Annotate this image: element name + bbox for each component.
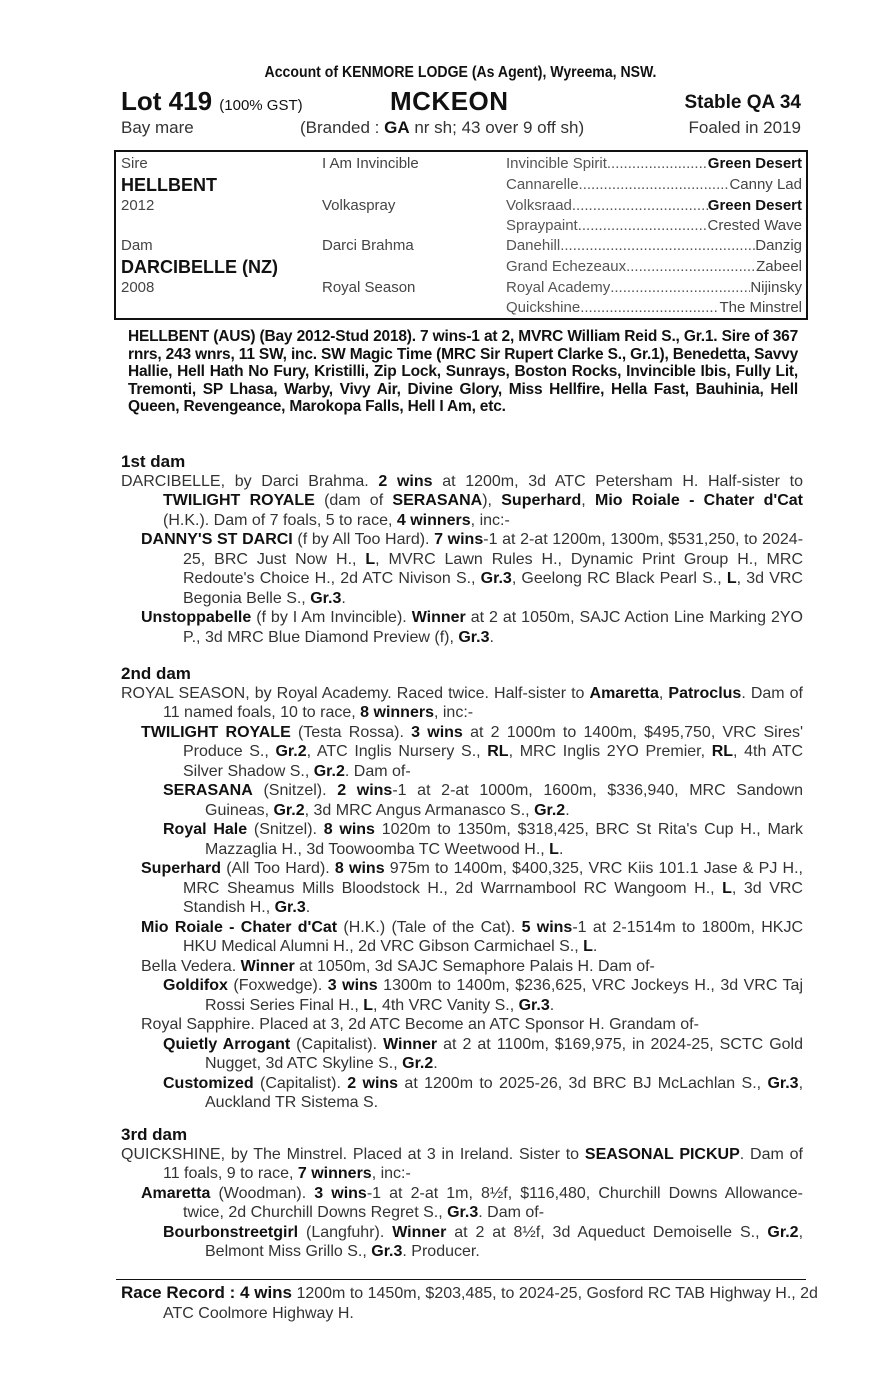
first-dam-heading: 1st dam [121,452,186,471]
sire-summary: HELLBENT (AUS) (Bay 2012-Stud 2018). 7 wins-1 at 2, MVRC William Reid S., Gr.1. Sire of 367 rnrs, 243 wnrs, 11 SW, inc. SW Magic Time (MRC Sir Rupert Clarke S., Gr.1), Benedetta, Savvy Hallie, Hell Hath No Fury, Kristilli, Zip Lock, Sunrays, Boston Rocks, Invincible Ibis, Fully Lit, Tremonti, SP Lhasa, Warby, Vivy Air, Divine Glory, Miss Hellfire, Hella Fast, Bauhinia, Hell Queen, Revengeance, Marokopa Falls, Hell I Am, etc. [128,328,798,415]
text-run: (H.K.). Dam of 7 foals, 5 to race, [163,511,397,529]
pedigree-entry [121,1184,803,1223]
text-run: ), [482,492,502,509]
text-run: . [592,938,598,955]
brand-prefix: (Branded : [300,118,385,137]
sire-sire: I Am Invincible [322,155,419,172]
text-run: at 2 1000m to 1400m, $495,750, VRC Sires' Produce S., [183,723,804,760]
grandparent-row [506,237,802,254]
second-dam-heading: 2nd dam [121,664,191,683]
bold-run: L [583,938,593,955]
bold-run: Customized [163,1074,254,1092]
bold-run: Mio Roiale - Chater d'Cat [141,918,338,936]
second-dam-body [121,684,803,1113]
gp-left: Danehill [506,237,561,254]
text-run: . [341,589,346,607]
text-run: (dam of [314,492,393,509]
bold-run: Gr.2 [767,1223,799,1241]
text-run: (f by All Too Hard). [292,531,435,548]
text-run: ROYAL SEASON, by Royal Academy. Raced twice. Half-sister to [121,684,590,702]
text-run: Royal Sapphire. Placed at 3, 2d ATC Become an ATC Sponsor H. Grandam of- [141,1016,699,1033]
pedigree-table [114,150,808,320]
bold-run: Amaretta [141,1184,211,1202]
gp-right: The Minstrel [719,299,802,316]
race-record-divider [116,1279,806,1280]
race-record [121,1283,845,1323]
sire-dam: Volkaspray [322,197,396,214]
bold-run: L [722,879,732,897]
text-run: at 1200m to 2025-26, 3d BRC BJ McLachlan S., [398,1074,768,1092]
text-run: (H.K.) (Tale of the Cat). [337,918,522,936]
race-record-text: 1200m to 1450m, $203,485, to 2024-25, Gosford RC TAB Highway H., 2d ATC Coolmore Highway H. [163,1285,818,1322]
pedigree-entry [121,781,803,820]
text-run: . [433,1055,438,1072]
bold-run: Gr.3 [310,589,342,607]
text-run: (Snitzel). [247,821,324,838]
bold-run: Winner [411,609,466,626]
text-run: -1 at 2-1514m to 1800m, HKJC HKU Medical Alumni H., 2d VRC Gibson Carmichael S., [183,918,804,955]
lot-label: Lot 419 [121,86,213,116]
bold-run: 7 wins [434,531,484,548]
bold-run: Superhard [501,492,582,509]
text-run: at 2 at 1050m, SAJC Action Line Marking 2YO P., 3d MRC Blue Diamond Preview (f), [183,609,803,646]
bold-run: 8 wins [334,860,385,877]
text-run: -1 at 2-at 1000m, 1600m, $336,940, MRC Sandown Guineas, [205,782,804,819]
pedigree-entry [121,530,803,608]
text-run: . [489,628,494,646]
bold-run: Amaretta [589,684,659,702]
bold-run: Gr.2 [313,762,345,780]
text-run: at 2 at 8½f, 3d Aqueduct Demoiselle S., [446,1223,768,1241]
grandparent-row [506,197,802,214]
third-dam-section [121,1125,803,1262]
bold-run: Gr.3 [447,1204,479,1221]
pedigree-entry [121,820,803,859]
gp-left: Spraypaint [506,217,578,234]
bold-run: L [365,550,376,568]
bold-run: Gr.2 [534,801,566,819]
bold-run: Unstoppabelle [141,609,252,626]
text-run: , 4th ATC Silver Shadow S., [183,743,803,780]
pedigree-entry [121,608,803,647]
bold-run: 8 winners [360,704,434,721]
pedigree-entry [121,1145,803,1184]
gp-left: Cannarelle [506,176,579,193]
bold-run: 2 wins [378,472,433,490]
text-run: , Auckland TR Sistema S. [205,1074,804,1111]
gp-left: Volksraad [506,197,572,214]
text-run: , 3d VRC Standish H., [183,879,803,916]
first-dam-section [121,452,803,647]
sire-name: HELLBENT [121,175,217,195]
text-run: (Capitalist). [290,1035,384,1053]
pedigree-entry [121,472,803,531]
text-run: (Foxwedge). [227,977,328,994]
race-record-label: Race Record : 4 wins [121,1283,293,1302]
bold-run: Gr.3 [767,1074,799,1092]
gp-right: Green Desert [707,197,802,214]
text-run: . Producer. [402,1243,480,1260]
bold-run: Royal Hale [163,821,248,838]
first-dam-body [121,472,803,648]
pedigree-entry [121,1223,803,1262]
text-run: , MVRC Lawn Rules H., Dynamic Print Group H., MRC Redoute's Choice H., 2d ATC Nivison S., [183,550,803,587]
bold-run: Gr.3 [518,996,550,1014]
text-run: (Testa Rossa). [290,723,412,741]
bold-run: L [363,996,374,1014]
text-run: , [658,684,669,702]
grandparent-row [506,279,802,296]
bold-run: 8 wins [323,821,375,838]
horse-name: MCKEON [390,86,509,116]
text-run: (Langfuhr). [298,1223,393,1241]
sex-colour: Bay mare [121,118,194,137]
text-run: Bella Vedera. [141,957,241,975]
grandparent-row [506,176,802,193]
bold-run: 2 wins [347,1074,399,1092]
bold-run: 4 winners [396,511,471,529]
lot-number [121,86,303,117]
bold-run: TWILIGHT ROYALE [163,492,315,509]
bold-run: Superhard [141,860,222,877]
bold-run: Gr.2 [273,801,305,819]
pedigree-entry [121,723,803,782]
gp-left: Grand Echezeaux [506,258,627,275]
text-run: , inc:- [470,511,510,529]
bold-run: Bourbonstreetgirl [163,1223,299,1241]
gp-left: Quickshine [506,299,581,316]
bold-run: Winner [392,1223,447,1241]
pedigree-entry [121,976,803,1015]
pedigree-entry [121,957,803,977]
sire-year: 2012 [121,197,155,214]
text-run: . [558,840,564,858]
vendor-account: Account of KENMORE LODGE (As Agent), Wyreema, NSW. [264,64,657,81]
gp-left: Invincible Spirit [506,155,607,172]
text-run: . Dam of 11 foals, 9 to race, [163,1145,803,1182]
stable-number: Stable QA 34 [684,92,801,113]
text-run: 1300m to 1400m, $236,625, VRC Jockeys H., 3d VRC Taj Rossi Series Final H., [205,977,804,1014]
grandparent-row [506,217,802,234]
text-run: -1 at 2-at 1m, 8½f, $116,480, Churchill Downs Allowance-twice, 2d Churchill Downs Regret S., [183,1184,804,1221]
text-run: , inc:- [371,1165,411,1182]
bold-run: SEASONAL PICKUP [584,1145,740,1163]
text-run: at 2 at 1100m, $169,975, in 2024-25, SCTC Gold Nugget, 3d ATC Skyline S., [205,1035,803,1072]
gp-right: Green Desert [707,155,802,172]
text-run: (Capitalist). [253,1074,348,1092]
dam-name: DARCIBELLE (NZ) [121,257,278,277]
foaled-year: Foaled in 2019 [688,118,801,137]
text-run: , Belmont Miss Grillo S., [205,1223,804,1260]
bold-run: Gr.2 [402,1055,434,1072]
text-run: , [581,492,595,509]
bold-run: Quietly Arrogant [163,1035,291,1053]
text-run: QUICKSHINE, by The Minstrel. Placed at 3 in Ireland. Sister to [121,1145,585,1163]
bold-run: Patroclus [668,684,742,702]
dam-year: 2008 [121,279,155,296]
gp-left: Royal Academy [506,279,611,296]
text-run: , ATC Inglis Nursery S., [306,743,488,760]
bold-run: DANNY'S ST DARCI [141,531,293,548]
bold-run: L [726,570,737,587]
pedigree-entry [121,859,803,918]
bold-run: 5 wins [521,918,573,936]
text-run: -1 at 2-at 1200m, 1300m, $531,250, to 2024-25, BRC Just Now H., [183,531,804,568]
bold-run: Goldifox [163,977,228,994]
text-run: at 1050m, 3d SAJC Semaphore Palais H. Dam of- [294,957,655,975]
text-run: . Dam of- [344,762,411,780]
bold-run: TWILIGHT ROYALE [141,723,291,741]
third-dam-heading: 3rd dam [121,1125,188,1144]
bold-run: 7 winners [297,1165,372,1182]
bold-run: Gr.3 [480,570,512,587]
grandparent-row [506,299,802,316]
pedigree-entry [121,1015,803,1035]
bold-run: 3 wins [314,1184,367,1202]
bold-run: Winner [240,957,295,975]
gp-right: Nijinsky [750,279,802,296]
bold-run: L [549,840,559,858]
pedigree-entry [121,1074,803,1113]
bold-run: SERASANA [392,492,483,509]
bold-run: RL [711,743,734,760]
bold-run: Mio Roiale - Chater d'Cat [594,492,803,509]
text-run: . Dam of 11 named foals, 10 to race, [163,684,804,721]
bold-run: 2 wins [337,782,393,799]
pedigree-entry [121,918,803,957]
text-run: (All Too Hard). [221,860,335,877]
bold-run: Gr.3 [458,628,490,646]
gst-note: (100% GST) [219,97,303,114]
gp-right: Zabeel [756,258,802,275]
text-run: , Geelong RC Black Pearl S., [511,570,727,587]
text-run: , 4th VRC Vanity S., [373,996,519,1014]
text-run: . [565,801,570,819]
text-run: (Snitzel). [252,782,338,799]
text-run: 975m to 1400m, $400,325, VRC Kiis 101.1 Jase & PJ H., MRC Sheamus Mills Bloodstock H., 2d Warrnambool RC Wangoom H., [183,860,803,897]
pedigree-entry [121,1035,803,1074]
brand-mark: GA [384,118,410,137]
text-run: at 1200m, 3d ATC Petersham H. Half-sister to [432,472,803,490]
bold-run: Winner [383,1035,438,1053]
bold-run: 3 wins [327,977,378,994]
text-run: . [549,996,555,1014]
gp-right: Crested Wave [707,217,802,234]
second-dam-section [121,664,803,1113]
pedigree-entry [121,684,803,723]
dam-sire: Darci Brahma [322,237,414,254]
text-run: . [305,899,311,916]
bold-run: Gr.2 [275,743,307,760]
text-run: (Woodman). [210,1184,315,1202]
text-run: , MRC Inglis 2YO Premier, [508,743,712,760]
brand-info [300,118,584,138]
grandparent-row [506,155,802,172]
dam-label: Dam [121,237,153,254]
bold-run: Gr.3 [371,1243,403,1260]
text-run: , inc:- [433,704,474,721]
gp-right: Danzig [755,237,802,254]
third-dam-body [121,1145,803,1262]
text-run: . Dam of- [478,1204,545,1221]
brand-suffix: nr sh; 43 over 9 off sh) [409,118,585,137]
bold-run: SERASANA [163,782,253,799]
grandparent-row [506,258,802,275]
text-run: (f by I Am Invincible). [251,609,412,626]
bold-run: 3 wins [411,723,463,741]
text-run: DARCIBELLE, by Darci Brahma. [121,472,379,490]
text-run: 1020m to 1350m, $318,425, BRC St Rita's Cup H., Mark Mazzaglia H., 3d Toowoomba TC Weetwood H., [205,821,804,858]
text-run: , 3d MRC Angus Armanasco S., [304,801,535,819]
dam-dam: Royal Season [322,279,416,296]
bold-run: RL [487,743,509,760]
gp-right: Canny Lad [729,176,802,193]
bold-run: Gr.3 [274,899,306,916]
sire-label: Sire [121,155,148,172]
text-run: , 3d VRC Begonia Belle S., [183,570,803,607]
